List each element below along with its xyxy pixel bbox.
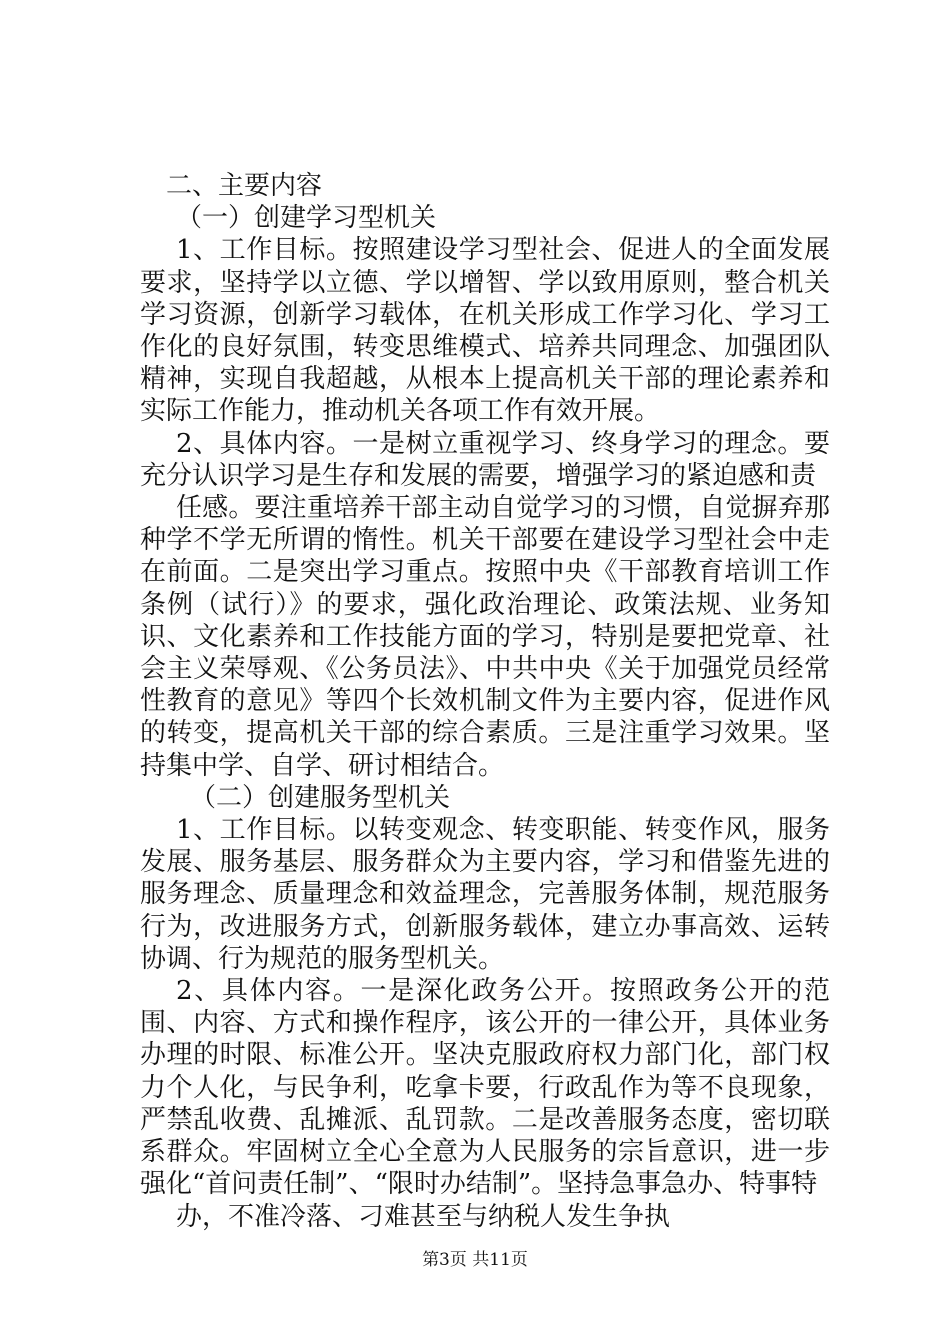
paragraph-learning-content: 2、具体内容。一是树立重视学习、终身学习的理念。要充分认识学习是生存和发展的需要，增强学习的紧迫感和责: [140, 428, 830, 491]
document-body: [140, 170, 830, 1233]
paragraph-learning-goal: 1、工作目标。按照建设学习型社会、促进人的全面发展要求，坚持学以立德、学以增智、学以致用原则，整合机关学习资源，创新学习载体，在机关形成工作学习化、学习工作化的良好氛围，转变思维模式、培养共同理念、加强团队精神，实现自我超越，从根本上提高机关干部的理论素养和实际工作能力，推动机关各项工作有效开展。: [140, 235, 830, 427]
paragraph-service-content: 2、具体内容。一是深化政务公开。按照政务公开的范围、内容、方式和操作程序，该公开的一律公开，具体业务办理的时限、标准公开。坚决克服政府权力部门化，部门权力个人化，与民争利，吃拿卡要，行政乱作为等不良现象，严禁乱收费、乱摊派、乱罚款。二是改善服务态度，密切联系群众。牢固树立全心全意为人民服务的宗旨意识，进一步强化“首问责任制”、“限时办结制”。坚持急事急办、特事特: [140, 976, 830, 1200]
paragraph-service-goal: 1、工作目标。以转变观念、转变职能、转变作风，服务发展、服务基层、服务群众为主要内容，学习和借鉴先进的服务理念、质量理念和效益理念，完善服务体制，规范服务行为，改进服务方式，创新服务载体，建立办事高效、运转协调、行为规范的服务型机关。: [140, 815, 830, 974]
section-heading-learning: （一）创建学习型机关: [176, 203, 437, 234]
section-heading-service: （二）创建服务型机关: [190, 782, 451, 813]
page-number: 第3页 共11页: [422, 1250, 528, 1270]
paragraph-learning-content-cont: 任感。要注重培养干部主动自觉学习的习惯，自觉摒弃那种学不学无所谓的惰性。机关干部要在建设学习型社会中走在前面。二是突出学习重点。按照中央《干部教育培训工作条例（试行）》的要求，强化政治理论、政策法规、业务知识、文化素养和工作技能方面的学习，特别是要把党章、社会主义荣辱观、《公务员法》、中共中央《关于加强党员经常性教育的意见》等四个长效机制文件为主要内容，促进作风的转变，提高机关干部的综合素质。三是注重学习效果。坚持集中学、自学、研讨相结合。: [140, 493, 830, 781]
paragraph-service-content-cont: 办，不准冷落、刁难甚至与纳税人发生争执: [176, 1201, 671, 1232]
section-heading-main: 二、主要内容: [166, 171, 323, 201]
